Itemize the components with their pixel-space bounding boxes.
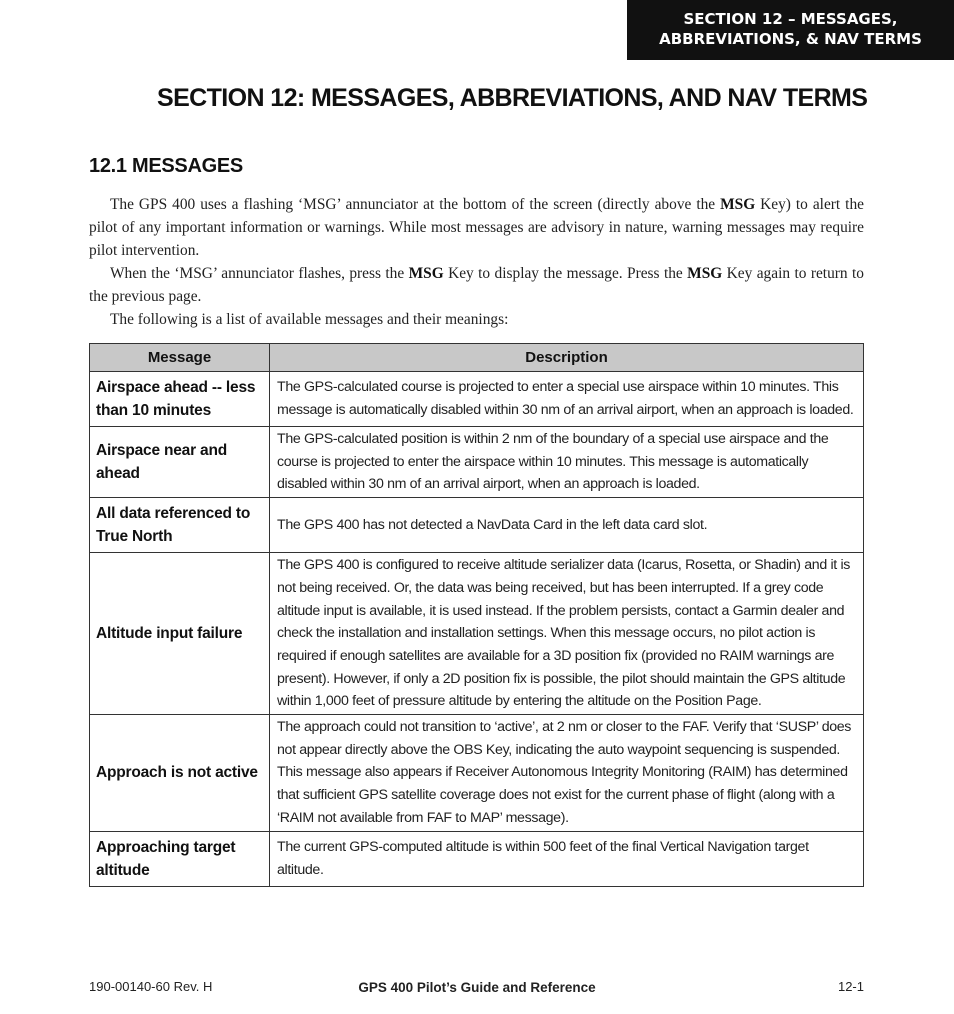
table-header-row — [90, 344, 864, 372]
msg-key-label: MSG — [720, 196, 756, 213]
msg-key-label: MSG — [687, 265, 723, 282]
description-cell: The approach could not transition to ‘active’, at 2 nm or closer to the FAF. Verify that ‘SUSP’ does not appear directly above the OBS Key, indicating the auto waypoint sequencing is suspended. This message also appears if Receiver Autonomous Integrity Monitoring (RAIM) has determined that sufficient GPS satellite coverage does not exist for the current phase of flight (along with a ‘RAIM not available from FAF to MAP’ message). — [270, 715, 864, 832]
intro-text — [89, 193, 864, 331]
message-cell: Altitude input failure — [90, 553, 270, 715]
page-title: SECTION 12: MESSAGES, ABBREVIATIONS, AND NAV TERMS — [157, 84, 868, 112]
messages-table — [89, 343, 864, 887]
intro-paragraph-2: When the ‘MSG’ annunciator flashes, press the MSG Key to display the message. Press the MSG Key again to return to the previous page. — [89, 265, 864, 305]
description-cell: The GPS 400 has not detected a NavData Card in the left data card slot. — [270, 498, 864, 553]
intro-paragraph-3: The following is a list of available messages and their meanings: — [110, 311, 509, 328]
description-cell: The GPS-calculated position is within 2 nm of the boundary of a special use airspace and the course is projected to enter the airspace within 10 minutes. This message is automatically disabled within 30 nm of an arrival airport, when an approach is loaded. — [270, 427, 864, 498]
message-cell: All data referenced to True North — [90, 498, 270, 553]
table-row — [90, 427, 864, 498]
description-cell: The current GPS-computed altitude is within 500 feet of the final Vertical Navigation target altitude. — [270, 831, 864, 886]
msg-key-label: MSG — [408, 265, 444, 282]
table-row — [90, 831, 864, 886]
footer-page-number: 12-1 — [837, 979, 864, 994]
message-cell: Airspace ahead -- less than 10 minutes — [90, 372, 270, 427]
table-row — [90, 498, 864, 553]
footer-doc-number: 190-00140-60 Rev. H — [89, 979, 213, 994]
section-tab — [627, 0, 954, 60]
description-cell: The GPS-calculated course is projected to enter a special use airspace within 10 minutes. This message is automatically disabled within 30 nm of an arrival airport, when an approach is loaded. — [270, 372, 864, 427]
description-cell: The GPS 400 is configured to receive altitude serializer data (Icarus, Rosetta, or Shadin) and it is not being received. Or, the data was being received, but has been interrupted. If a grey code altitude input is available, it is used instead. If the problem persists, contact a Garmin dealer and check the installation and installation settings. When this message occurs, no pilot action is required if enough satellites are available for a 3D position fix (provided no RAIM warnings are present). However, if only a 2D position fix is possible, the pilot should maintain the GPS altitude within 1,000 feet of pressure altitude by entering the altitude on the Position Page. — [270, 553, 864, 715]
table-row — [90, 715, 864, 832]
section-tab-line-2: ABBREVIATIONS, & NAV TERMS — [659, 30, 922, 48]
column-header-message: Message — [90, 344, 270, 372]
section-tab-line-1: SECTION 12 – MESSAGES, — [683, 10, 898, 28]
footer-title: GPS 400 Pilot’s Guide and Reference — [358, 980, 596, 995]
message-cell: Approach is not active — [90, 715, 270, 832]
section-heading: 12.1 MESSAGES — [89, 155, 243, 177]
intro-paragraph-1: The GPS 400 uses a flashing ‘MSG’ annunciator at the bottom of the screen (directly above the MSG Key) to alert the pilot of any important information or warnings. While most messages are advisory in nature, warning messages may require pilot intervention. — [89, 196, 864, 259]
column-header-description: Description — [270, 344, 864, 372]
message-cell: Approaching target altitude — [90, 831, 270, 886]
table-row — [90, 372, 864, 427]
message-cell: Airspace near and ahead — [90, 427, 270, 498]
table-row — [90, 553, 864, 715]
